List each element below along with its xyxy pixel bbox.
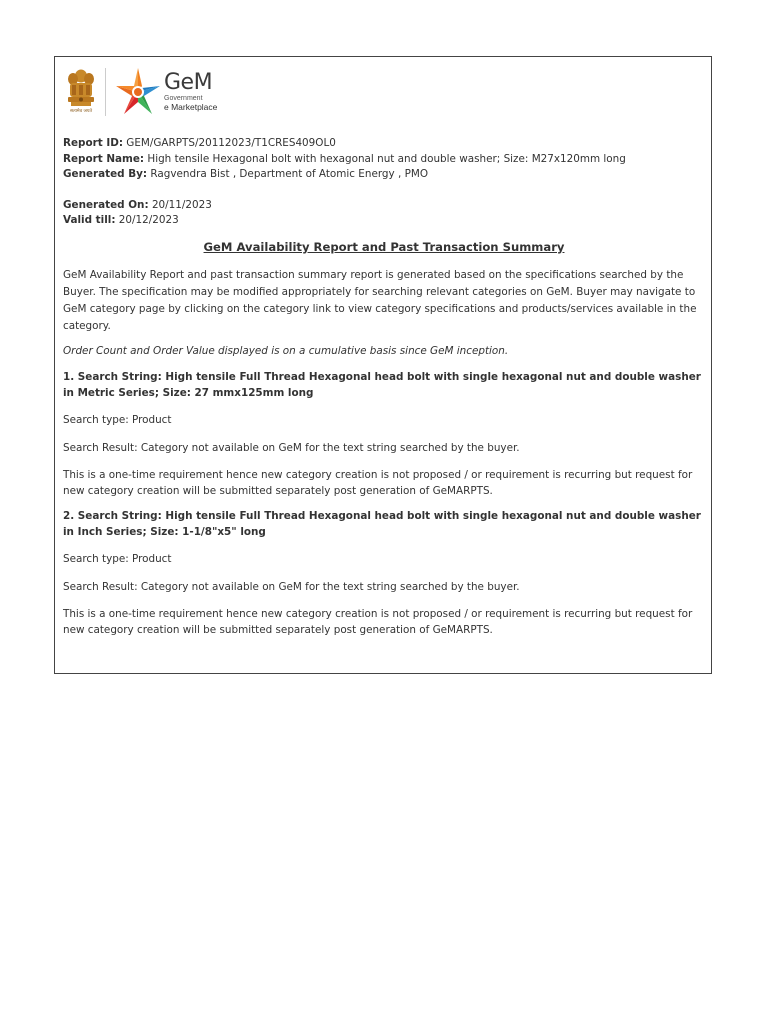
gem-wordmark: GeM bbox=[164, 70, 213, 96]
cumulative-note: Order Count and Order Value displayed is on a cumulative basis since GeM inception. bbox=[63, 345, 509, 357]
gem-logo bbox=[114, 66, 217, 118]
generated-by-value: Ragvendra Bist , Department of Atomic Energy , PMO bbox=[150, 168, 428, 180]
report-id-label: Report ID: bbox=[63, 137, 123, 149]
category-creation-note: This is a one-time requirement hence new category creation is not proposed / or requirement is recurring but request for new category creation will be submitted separately post generation of GeMARPTS. bbox=[63, 469, 693, 497]
valid-till-value: 20/12/2023 bbox=[118, 214, 179, 226]
search-block-1 bbox=[63, 370, 705, 499]
report-name-label: Report Name: bbox=[63, 152, 145, 165]
generated-by-label: Generated By: bbox=[63, 168, 148, 180]
valid-till-label: Valid till: bbox=[63, 214, 116, 226]
gem-subtitle-government: Government bbox=[164, 95, 203, 103]
search-type: Search type: Product bbox=[63, 414, 172, 426]
generated-on-row bbox=[63, 198, 626, 214]
generated-by-row bbox=[63, 167, 626, 183]
search-result: Search Result: Category not available on GeM for the text string searched by the buyer. bbox=[63, 441, 520, 454]
report-title: GeM Availability Report and Past Transaction Summary bbox=[203, 240, 565, 254]
generated-on-label: Generated On: bbox=[63, 198, 149, 211]
report-name-value: High tensile Hexagonal bolt with hexagonal nut and double washer; Size: M27x120mm long bbox=[147, 152, 626, 165]
logo-divider bbox=[105, 68, 106, 116]
search-result: Search Result: Category not available on GeM for the text string searched by the buyer. bbox=[63, 580, 520, 593]
generated-on-value: 20/11/2023 bbox=[151, 198, 212, 211]
national-emblem-icon bbox=[63, 66, 99, 118]
gem-subtitle-marketplace: e Marketplace bbox=[164, 102, 218, 113]
search-string-heading: 1. Search String: High tensile Full Thread Hexagonal head bolt with single hexagonal nut and double washer in Metric Series; Size: 27 mmx125mm long bbox=[63, 371, 701, 399]
report-meta bbox=[63, 136, 626, 229]
report-frame bbox=[54, 56, 712, 674]
report-name-row bbox=[63, 152, 626, 168]
search-block-2 bbox=[63, 509, 705, 638]
gem-star-logo-icon bbox=[114, 66, 162, 118]
report-id-value: GEM/GARPTS/20112023/T1CRES409OL0 bbox=[126, 137, 336, 149]
emblem-motto: सत्यमेव जयते bbox=[69, 109, 93, 114]
category-creation-note: This is a one-time requirement hence new category creation is not proposed / or requirement is recurring but request for new category creation will be submitted separately post generation of GeMARPTS. bbox=[63, 608, 693, 636]
search-string-heading: 2. Search String: High tensile Full Thread Hexagonal head bolt with single hexagonal nut and double washer in Inch Series; Size: 1-1/8"x5" long bbox=[63, 510, 701, 538]
valid-till-row bbox=[63, 213, 626, 229]
report-id-row bbox=[63, 136, 626, 152]
search-type: Search type: Product bbox=[63, 553, 172, 565]
header-logos bbox=[63, 65, 217, 119]
intro-paragraph: GeM Availability Report and past transaction summary report is generated based on the specifications searched by the Buyer. The specification may be modified appropriately for searching relevant categories on GeM. Buyer may navigate to GeM category page by clicking on the category link to view category specifications and products/services available in the category. bbox=[63, 269, 697, 332]
report-body bbox=[63, 267, 705, 638]
